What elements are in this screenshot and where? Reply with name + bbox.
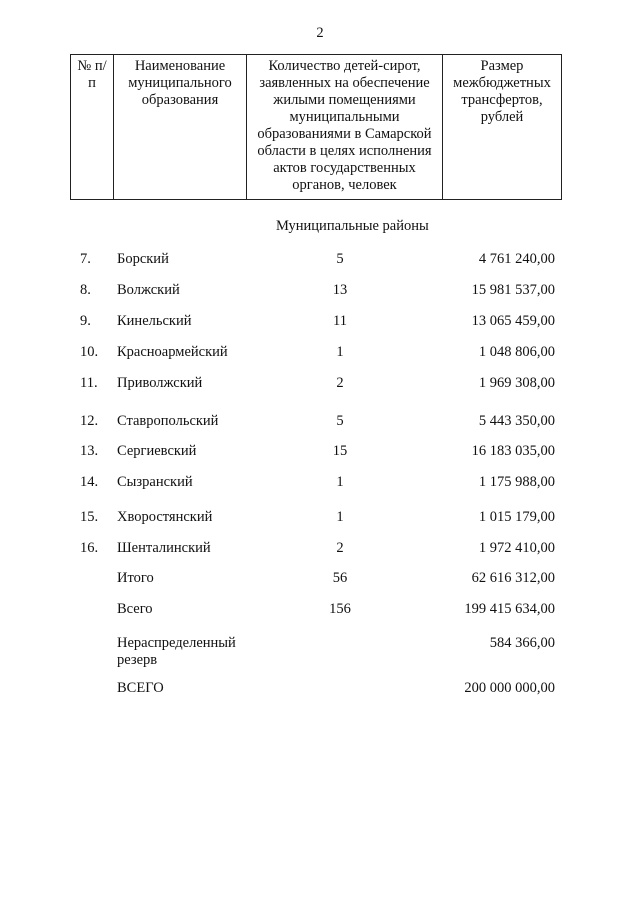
row-amount: 4 761 240,00 [478, 251, 555, 267]
row-name: Волжский [117, 282, 180, 298]
row-name: Красноармейский [117, 344, 228, 360]
reserve-label: Нераспределенный резерв [117, 635, 236, 668]
row-amount: 1 969 308,00 [478, 375, 555, 391]
row-number: 14. [80, 474, 99, 490]
row-count: 1 [336, 474, 344, 490]
row-name: Шенталинский [117, 540, 211, 556]
table-row [0, 375, 640, 409]
row-amount: 5 443 350,00 [478, 413, 555, 429]
row-count: 2 [336, 540, 344, 556]
header-num: № п/п [71, 55, 114, 200]
reserve-amount: 584 366,00 [489, 635, 555, 651]
row-count: 5 [336, 251, 344, 267]
row-count: 2 [336, 375, 344, 391]
row-number: 11. [80, 375, 98, 391]
total-row-vsego [0, 601, 640, 635]
reserve-row [0, 635, 640, 675]
total-count: 156 [329, 601, 351, 617]
table-row [0, 251, 640, 285]
row-name: Борский [117, 251, 169, 267]
row-name: Сергиевский [117, 443, 197, 459]
section-title: Муниципальные районы [276, 218, 429, 234]
table-row [0, 540, 640, 574]
row-number: 8. [80, 282, 91, 298]
row-amount: 1 972 410,00 [478, 540, 555, 556]
grand-total-row [0, 680, 640, 714]
row-count: 1 [336, 509, 344, 525]
header-name: Наименование муниципального образования [114, 55, 247, 200]
total-label: Всего [117, 601, 153, 617]
row-amount: 15 981 537,00 [471, 282, 555, 298]
row-number: 7. [80, 251, 91, 267]
row-number: 12. [80, 413, 99, 429]
row-number: 13. [80, 443, 99, 459]
row-amount: 13 065 459,00 [471, 313, 555, 329]
table-row [0, 282, 640, 316]
row-name: Сызранский [117, 474, 193, 490]
table-row [0, 313, 640, 347]
table-row [0, 443, 640, 477]
total-label: Итого [117, 570, 154, 586]
row-number: 10. [80, 344, 99, 360]
row-name: Приволжский [117, 375, 203, 391]
table-row [0, 413, 640, 447]
row-count: 13 [332, 282, 348, 298]
total-count: 56 [332, 570, 348, 586]
table-row [0, 509, 640, 543]
row-count: 1 [336, 344, 344, 360]
table-header [70, 54, 562, 200]
grand-total-amount: 200 000 000,00 [464, 680, 555, 696]
grand-total-label: ВСЕГО [117, 680, 164, 696]
row-name: Кинельский [117, 313, 192, 329]
row-count: 5 [336, 413, 344, 429]
table-row [0, 474, 640, 508]
row-number: 15. [80, 509, 99, 525]
row-count: 15 [332, 443, 348, 459]
header-amount: Размер межбюджетных трансфертов, рублей [443, 55, 562, 200]
total-amount: 62 616 312,00 [471, 570, 555, 586]
row-amount: 16 183 035,00 [471, 443, 555, 459]
row-number: 16. [80, 540, 99, 556]
row-number: 9. [80, 313, 91, 329]
row-name: Ставропольский [117, 413, 219, 429]
row-name: Хворостянский [117, 509, 213, 525]
table-row [0, 344, 640, 378]
row-amount: 1 015 179,00 [478, 509, 555, 525]
row-amount: 1 175 988,00 [478, 474, 555, 490]
header-count: Количество детей-сирот, заявленных на обеспечение жилыми помещениями муниципальными образованиями в Самарской области в целях исполнения актов государственных органов, человек [247, 55, 443, 200]
page-number: 2 [316, 25, 324, 41]
total-amount: 199 415 634,00 [464, 601, 555, 617]
row-count: 11 [333, 313, 347, 329]
row-amount: 1 048 806,00 [478, 344, 555, 360]
total-row-itogo [0, 570, 640, 604]
